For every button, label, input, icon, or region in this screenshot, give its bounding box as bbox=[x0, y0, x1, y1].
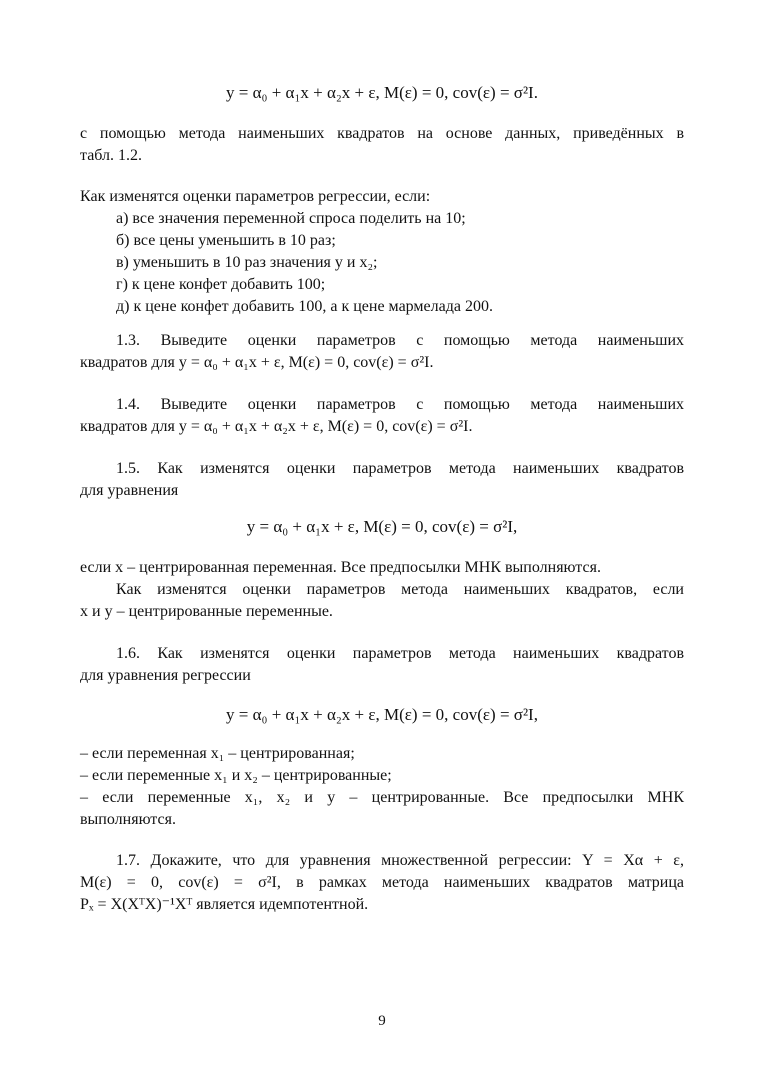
task-1-6-bullet-1: – если переменная x₁ – центрированная; bbox=[80, 745, 355, 762]
page-number: 9 bbox=[378, 1013, 386, 1029]
task-1-4-line-1: 1.4. Выведите оценки параметров с помощью метода наименьших bbox=[116, 396, 684, 413]
question-item-b: б) все цены уменьшить в 10 раз; bbox=[116, 232, 336, 249]
equation-top: y = α₀ + α₁x + α₂x + ε, M(ε) = 0, cov(ε) = σ²I. bbox=[226, 83, 538, 102]
task-1-5-line-2: для уравнения bbox=[80, 482, 179, 499]
question-item-a: а) все значения переменной спроса поделить на 10; bbox=[116, 210, 466, 227]
question-title: Как изменятся оценки параметров регрессии, если: bbox=[80, 188, 431, 205]
question-item-c: в) уменьшить в 10 раз значения y и x₂; bbox=[116, 254, 378, 271]
task-1-3-line-2: квадратов для y = α₀ + α₁x + ε, M(ε) = 0, cov(ε) = σ²I. bbox=[80, 354, 434, 371]
task-1-6-bullet-3: – если переменные x₁, x₂ и y – центрированные. Все предпосылки МНК bbox=[80, 789, 684, 806]
task-1-6-equation: y = α₀ + α₁x + α₂x + ε, M(ε) = 0, cov(ε) = σ²I, bbox=[226, 705, 538, 724]
task-1-7-line-2: M(ε) = 0, cov(ε) = σ²I, в рамках метода наименьших квадратов матрица bbox=[80, 874, 684, 891]
task-1-6-line-1: 1.6. Как изменятся оценки параметров метода наименьших квадратов bbox=[116, 645, 684, 662]
question-item-d: г) к цене конфет добавить 100; bbox=[116, 276, 326, 293]
task-1-5-line-5: x и y – центрированные переменные. bbox=[80, 603, 333, 620]
question-item-e: д) к цене конфет добавить 100, а к цене мармелада 200. bbox=[116, 298, 493, 315]
task-1-7-line-3: Pₓ = X(XᵀX)⁻¹Xᵀ является идемпотентной. bbox=[80, 896, 369, 913]
intro-line-1: с помощью метода наименьших квадратов на основе данных, приведённых в bbox=[80, 125, 684, 142]
task-1-5-equation: y = α₀ + α₁x + ε, M(ε) = 0, cov(ε) = σ²I, bbox=[246, 517, 518, 536]
task-1-6-bullet-4: выполняются. bbox=[80, 811, 176, 828]
task-1-7-line-1: 1.7. Докажите, что для уравнения множественной регрессии: Y = Xα + ε, bbox=[116, 852, 684, 869]
task-1-5-line-3: если x – центрированная переменная. Все предпосылки МНК выполняются. bbox=[80, 559, 601, 576]
intro-line-2: табл. 1.2. bbox=[80, 147, 143, 164]
task-1-3-line-1: 1.3. Выведите оценки параметров с помощью метода наименьших bbox=[116, 332, 684, 349]
task-1-5-line-4: Как изменятся оценки параметров метода наименьших квадратов, если bbox=[116, 581, 684, 598]
task-1-5-line-1: 1.5. Как изменятся оценки параметров метода наименьших квадратов bbox=[116, 460, 684, 477]
task-1-6-bullet-2: – если переменные x₁ и x₂ – центрированные; bbox=[80, 767, 392, 784]
task-1-6-line-2: для уравнения регрессии bbox=[80, 667, 251, 684]
task-1-4-line-2: квадратов для y = α₀ + α₁x + α₂x + ε, M(ε) = 0, cov(ε) = σ²I. bbox=[80, 418, 473, 435]
